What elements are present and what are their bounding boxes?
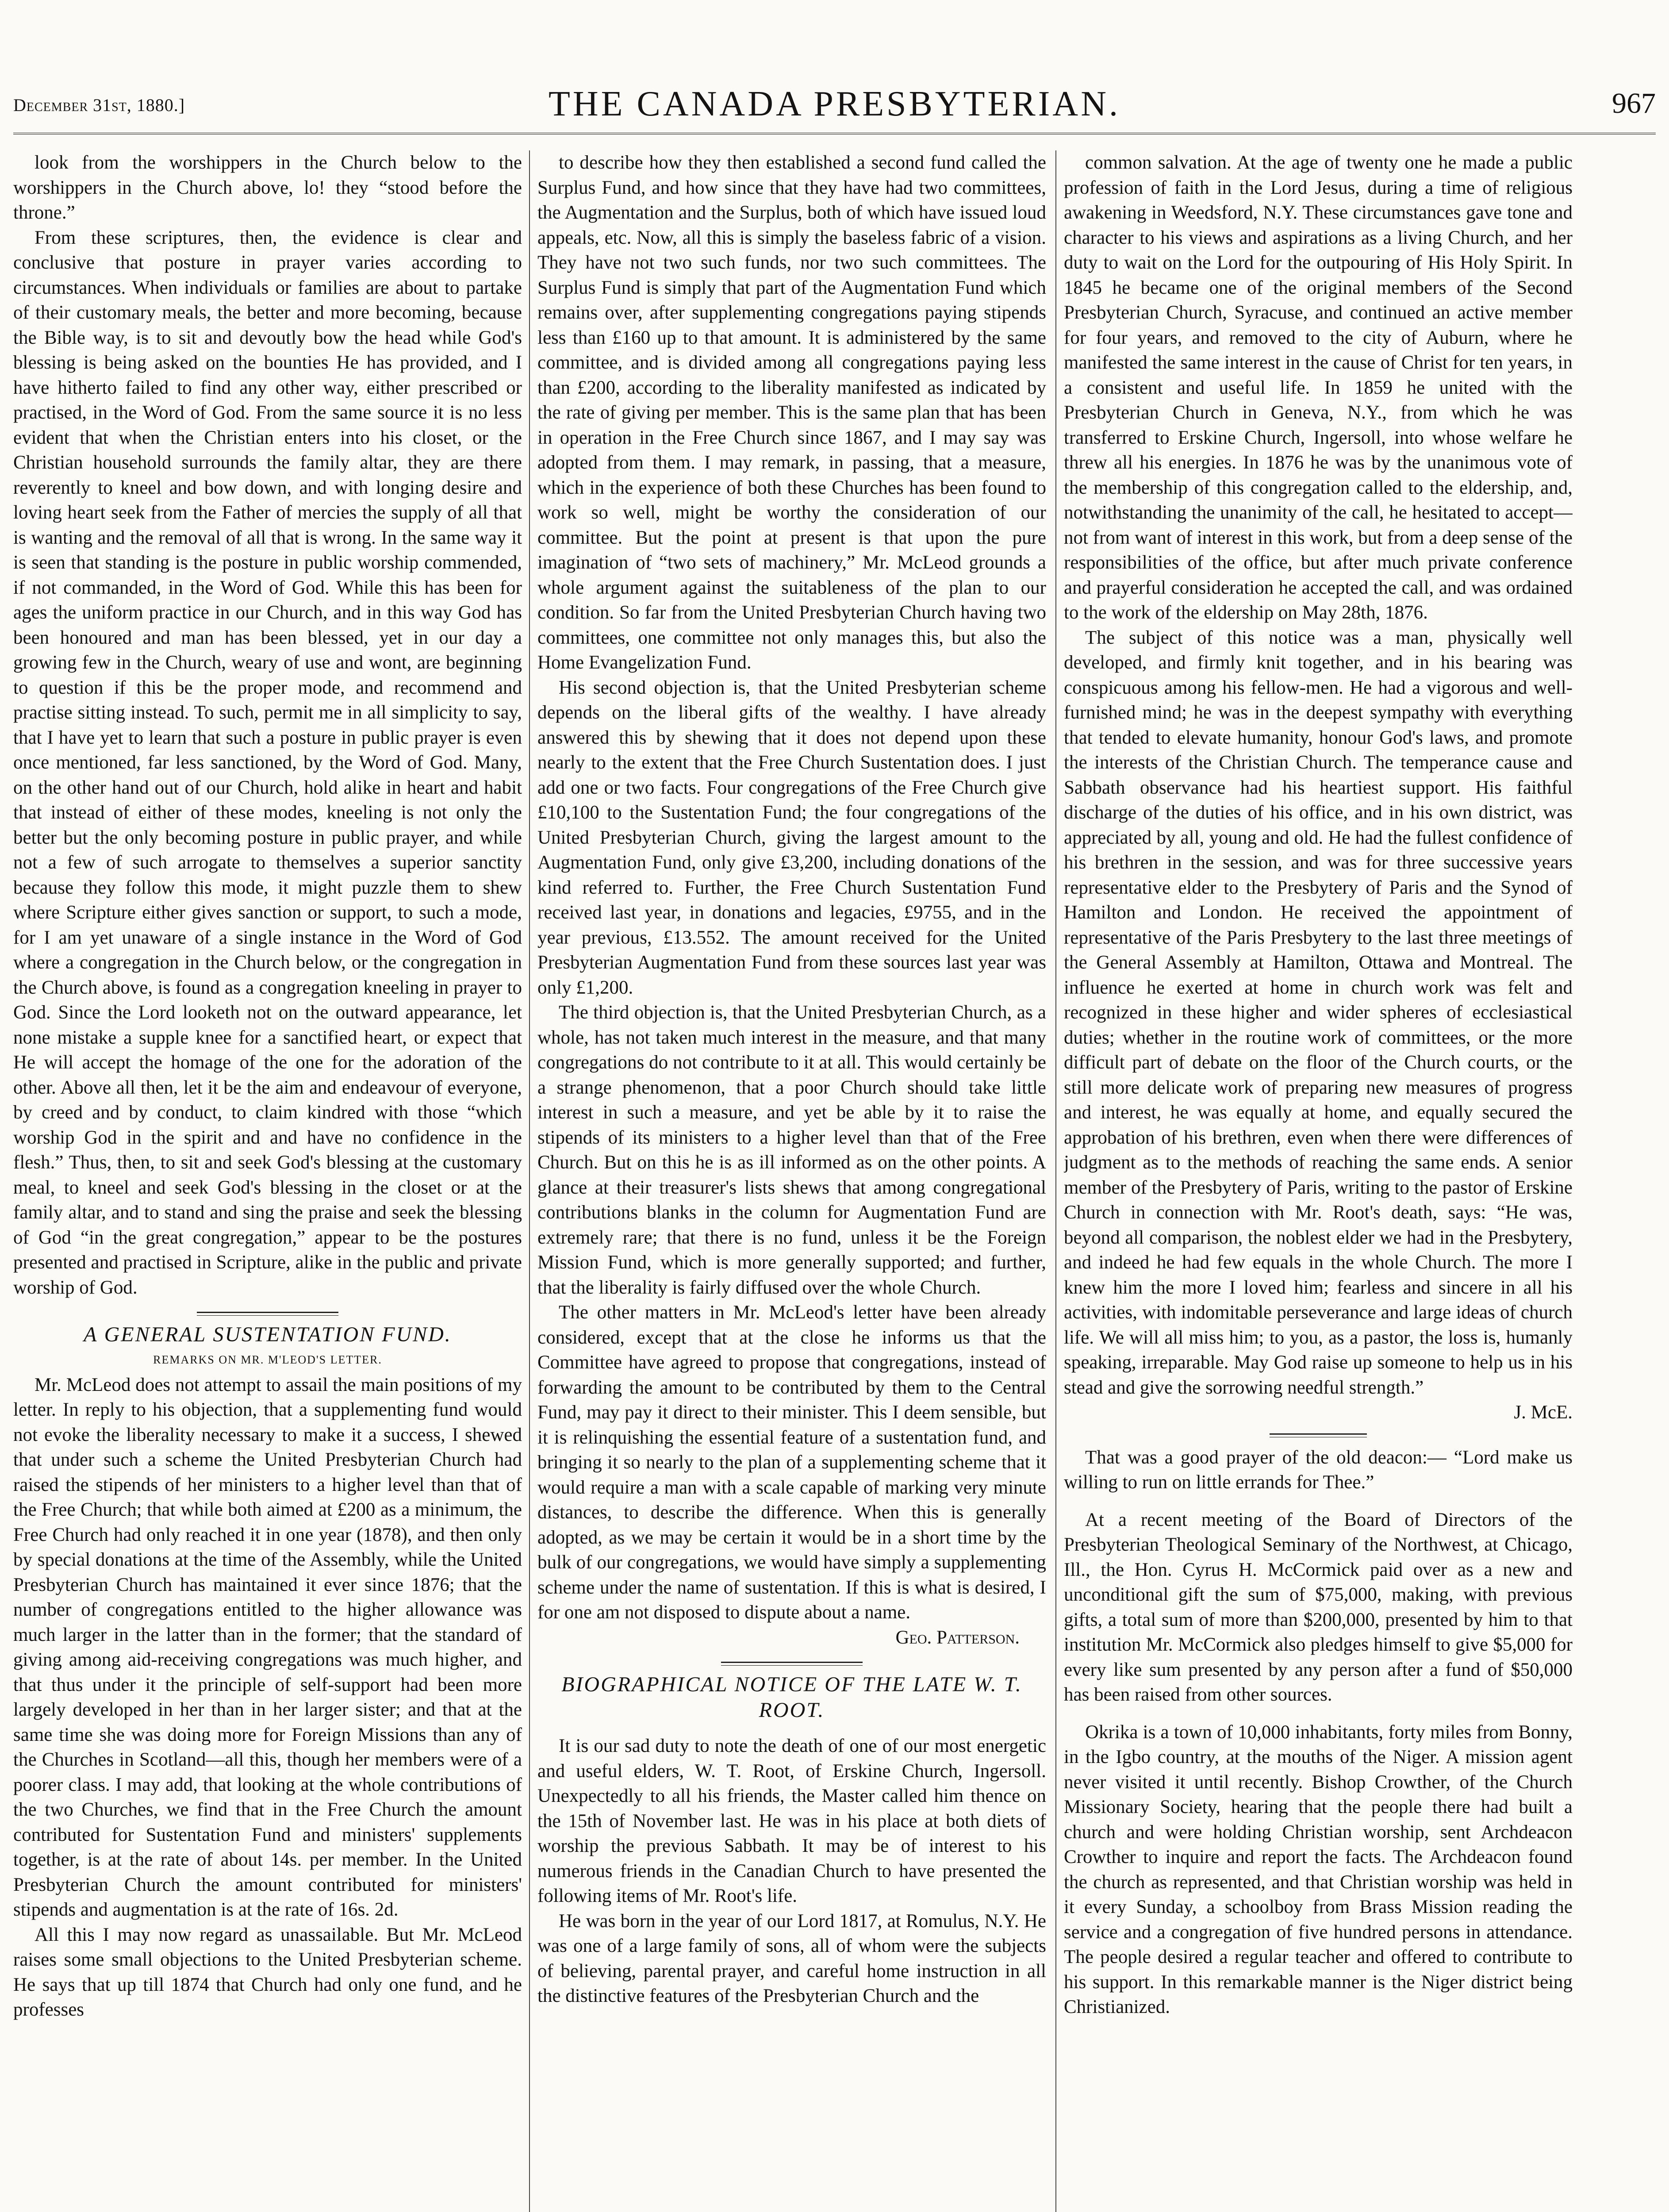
article-paragraph: look from the worshippers in the Church below to the worshippers in the Church above, lo! they “stood before the throne.” bbox=[13, 152, 522, 223]
article-paragraph: common salvation. At the age of twenty one he made a public profession of faith in the Lord Jesus, during a time of religious awakening in Weedsford, N.Y. These circumstances gave tone and character to his views and aspirations as a living Church, and her duty to wait on the Lord for the outpouring of His Holy Spirit. In 1845 he became one of the original members of the Second Presbyterian Church, Syracuse, and continued an active member for four years, and removed to the city of Auburn, where he manifested the same interest in the cause of Christ for ten years, in a consistent and useful life. In 1859 he united with the Presbyterian Church in Geneva, N.Y., from which he was transferred to Erskine Church, Ingersoll, into whose welfare he threw all his energies. In 1876 he was by the unanimous vote of the membership of this congregation called to the eldership, and, notwithstanding the unanimity of the call, he hesitated to accept—not from want of interest in this work, but from a deep sense of the responsibilities of the office, but after much private conference and prayerful consideration he accepted the call, and was ordained to the work of the eldership on May 28th, 1876. bbox=[1064, 152, 1573, 623]
article-paragraph: He was born in the year of our Lord 1817, at Romulus, N.Y. He was one of a large family of sons, all of whom were the subjects of believing, parental prayer, and careful home instruction in all the distinctive features of the Presbyterian Church and the bbox=[537, 1910, 1046, 2006]
newspaper-title: THE CANADA PRESBYTERIAN. bbox=[549, 84, 1120, 123]
article-subtitle: REMARKS ON MR. M'LEOD'S LETTER. bbox=[153, 1353, 382, 1366]
column-2 bbox=[537, 150, 1046, 2212]
article-title: BIOGRAPHICAL NOTICE OF THE LATE W. T. ROOT. bbox=[561, 1673, 1022, 1722]
article-paragraph: to describe how they then established a second fund called the Surplus Fund, and how since that they have had two committees, the Augmentation and the Surplus, both of which have issued loud appeals, etc. Now, all this is simply the baseless fabric of a vision. They have not two such funds, nor two such committees. The Surplus Fund is simply that part of the Augmentation Fund which remains over, after supplementing congregations paying stipends less than £160 up to that amount. It is administered by the same committee, and is divided among all congregations paying less than £200, according to the liberality manifested as indicated by the rate of giving per member. This is the same plan that has been in operation in the Free Church since 1867, and I may say was adopted from them. I may remark, in passing, that a measure, which in the experience of both these Churches has been found to work so well, might be worthy the consideration of our committee. But the point at present is that upon the pure imagination of “two sets of machinery,” Mr. McLeod grounds a whole argument against the suitableness of the plan to our condition. So far from the United Presbyterian Church having two committees, one committee not only manages this, but also the Home Evangelization Fund. bbox=[537, 152, 1046, 673]
section-divider bbox=[197, 1312, 338, 1316]
article-paragraph: His second objection is, that the United Presbyterian scheme depends on the liberal gifts of the wealthy. I have already answered this by shewing that it does not depend upon these nearly to the extent that the Free Church Sustentation does. I just add one or two facts. Four congregations of the Free Church give £10,100 to the Sustentation Fund; the four congregations of the United Presbyterian Church, giving the largest amount to the Augmentation Fund, only give £3,200, including donations of the kind referred to. Further, the Free Church Sustentation Fund received last year, in donations and legacies, £9755, and in the year previous, £13.552. The amount received for the United Presbyterian Augmentation Fund from these sources last year was only £1,200. bbox=[537, 677, 1046, 998]
article-paragraph: The other matters in Mr. McLeod's letter have been already considered, except that at the close he informs us that the Committee have agreed to propose that congregations, instead of forwarding the amount to be contributed by them to the Central Fund, may pay it direct to their minister. This I deem sensible, but it is relinquishing the essential feature of a sustentation fund, and bringing it so nearly to the plan of a supplementing scheme that it would require a man with a scale capable of marking very minute distances, to describe the difference. When this is generally adopted, as we may be certain it would be in a short time by the bulk of our congregations, we would have simply a supplementing scheme under the name of sustentation. If this is what is desired, I for one am not disposed to dispute about a name. bbox=[537, 1302, 1046, 1623]
page-number: 967 bbox=[1612, 87, 1656, 119]
article-paragraph: The third objection is, that the United Presbyterian Church, as a whole, has not taken much interest in the measure, and that many congregations do not contribute to it at all. This would certainly be a strange phenomenon, that a poor Church should take little interest in such a measure, and yet be able by it to raise the stipends of its ministers to a higher level than that of the Free Church. But on this he is as ill informed as on the other points. A glance at their treasurer's lists shews that among congregational contributions blanks in the column for Augmentation Fund are extremely rare; that there is no fund, unless it be the Foreign Mission Fund, which is more generally supported; and further, that the liberality is fairly diffused over the whole Church. bbox=[537, 1002, 1046, 1298]
author-signature: J. McE. bbox=[1514, 1402, 1573, 1423]
section-divider bbox=[1270, 1433, 1367, 1437]
column-rule bbox=[529, 150, 530, 2212]
article-paragraph: It is our sad duty to note the death of one of our most energetic and useful elders, W. T. Root, of Erskine Church, Ingersoll. Unexpectedly to all his friends, the Master called him thence on the 15th of November last. He was in his place at both diets of worship the previous Sabbath. It may be of interest to his numerous friends in the Canadian Church to have presented the following items of Mr. Root's life. bbox=[537, 1736, 1046, 1906]
column-1 bbox=[13, 150, 522, 2212]
article-title: A GENERAL SUSTENTATION FUND. bbox=[84, 1323, 452, 1346]
column-3 bbox=[1064, 150, 1573, 2212]
masthead bbox=[13, 66, 1656, 134]
section-divider bbox=[721, 1662, 863, 1666]
author-signature: Geo. Patterson. bbox=[895, 1627, 1020, 1648]
news-note: At a recent meeting of the Board of Directors of the Presbyterian Theological Seminary of the Northwest, at Chicago, Ill., the Hon. Cyrus H. McCormick paid over as a new and unconditional gift the sum of $75,000, making, with previous gifts, a total sum of more than $200,000, presented by him to that institution Mr. McCormick also pledges himself to give $5,000 for every like sum presented by any person after a fund of $50,000 has been raised from other sources. bbox=[1064, 1509, 1573, 1705]
article-paragraph: All this I may now regard as unassailable. But Mr. McLeod raises some small objections to the United Presbyterian scheme. He says that up till 1874 that Church had only one fund, and he professes bbox=[13, 1924, 522, 2020]
article-paragraph: Mr. McLeod does not attempt to assail the main positions of my letter. In reply to his objection, that a supplementing fund would not evoke the liberality necessary to make it a success, I shewed that under such a scheme the United Presbyterian Church had raised the stipends of her ministers to a higher level than that of the Free Church; that while both aimed at £200 as a minimum, the Free Church had only reached it in one year (1878), and then only by special donations at the time of the Assembly, while the United Presbyterian Church has maintained it ever since 1876; that the number of congregations entitled to the higher allowance was much larger in the latter than in the former; that the standard of giving among aid-receiving congregations was much higher, and that thus under it the principle of self-support had been more largely developed in her than in her larger sister; and that at the same time she was doing more for Foreign Missions than any of the Churches in Scotland—all this, though her members were of a poorer class. I may add, that looking at the whole contributions of the two Churches, we find that in the Free Church the amount contributed for Sustentation Fund and ministers' supplements together, is at the rate of about 14s. per member. In the United Presbyterian Church the amount contributed for ministers' stipends and augmentation is at the rate of 16s. 2d. bbox=[13, 1374, 522, 1920]
column-rule bbox=[1055, 150, 1056, 2212]
issue-date: December 31st, 1880.] bbox=[13, 95, 185, 115]
news-note: Okrika is a town of 10,000 inhabitants, forty miles from Bonny, in the Igbo country, at the mouths of the Niger. A mission agent never visited it until recently. Bishop Crowther, of the Church Missionary Society, hearing that the people there had built a church and were holding Christian worship, sent Archdeacon Crowther to inquire and report the facts. The Archdeacon found the church as represented, and that Christian worship was held in it every Sunday, a schoolboy from Brass Mission reading the service and a congregation of five hundred persons in attendance. The people desired a regular teacher and offered to contribute to his support. In this remarkable manner is the Niger district being Christianized. bbox=[1064, 1721, 1573, 2017]
article-paragraph: The subject of this notice was a man, physically well developed, and firmly knit together, and in his bearing was conspicuous among his fellow-men. He had a vigorous and well-furnished mind; he was in the deepest sympathy with everything that tended to elevate humanity, honour God's laws, and promote the interests of the Christian Church. The temperance cause and Sabbath observance had his heartiest support. His faithful discharge of the duties of his office, and in his own district, was appreciated by all, young and old. He had the fullest confidence of his brethren in the session, and was for three successive years representative elder to the Presbytery of Paris and the Synod of Hamilton and London. He received the appointment of representative of the Paris Presbytery to the last three meetings of the General Assembly at Hamilton, Ottawa and Montreal. The influence he exerted at home in church work was felt and recognized in these higher and wider spheres of ecclesiastical duties; whether in the routine work of committees, or the more difficult part of debate on the floor of the Church courts, or the still more delicate work of preparing new measures of progress and interest, he was equally at home, and equally secured the approbation of his brethren, even when there were differences of judgment as to the methods of reaching the same ends. A senior member of the Presbytery of Paris, writing to the pastor of Erskine Church in connection with Mr. Root's death, says: “He was, beyond all comparison, the noblest elder we had in the Presbytery, and indeed he had few equals in the whole Church. The more I knew him the more I loved him; fearless and sincere in all his activities, with indomitable perseverance and large ideas of church life. We will all miss him; to you, as a pastor, the loss is, humanly speaking, irreparable. May God raise up someone to help us in his stead and give the sorrowing needful strength.” bbox=[1064, 627, 1573, 1398]
news-note: That was a good prayer of the old deacon:— “Lord make us willing to run on little errands for Thee.” bbox=[1064, 1447, 1573, 1493]
article-paragraph: From these scriptures, then, the evidence is clear and conclusive that posture in prayer varies according to circumstances. When individuals or families are about to partake of their customary meals, the better and more becoming, because the Bible way, is to sit and devoutly bow the head while God's blessing is being asked on the bounties He has provided, and I have hitherto failed to find any other way, either prescribed or practised, in the Word of God. From the same source it is no less evident that when the Christian enters into his closet, or the Christian household surrounds the family altar, they are there reverently to kneel and bow down, and with longing desire and loving heart seek from the Father of mercies the supply of all that is wanting and the removal of all that is wrong. In the same way it is seen that standing is the posture in public worship commended, if not commanded, in the Word of God. While this has been for ages the uniform practice in our Church, and in this way God has been honoured and man has been blessed, yet in our day a growing few in the Church, weary of use and wont, are beginning to question if this be the proper mode, and recommend and practise sitting instead. To such, permit me in all simplicity to say, that I have yet to learn that such a posture in public prayer is even once mentioned, far less sanctioned, by the Word of God. Many, on the other hand out of our Church, hold alike in heart and habit that instead of either of these modes, kneeling is not only the better but the only becoming posture in public prayer, and while not a few of such arrogate to themselves a superior sanctity because they follow this mode, it might puzzle them to shew where Scripture either gives sanction or support, to such a mode, for I am yet unaware of a single instance in the Word of God where a congregation in the Church below, or the congregation in the Church above, is found as a congregation kneeling in prayer to God. Since the Lord looketh not on the outward appearance, let none mistake a supple knee for a sanctified heart, or expect that He will accept the homage of the one for the adoration of the other. Above all then, let it be the aim and endeavour of everyone, by creed and by conduct, to claim kindred with those “which worship God in the spirit and and have no confidence in the flesh.” Thus, then, to sit and seek God's blessing at the customary meal, to kneel and seek God's blessing in the closet or at the family altar, and to stand and sing the praise and seek the blessing of God “in the great congregation,” appear to be the postures presented and practised in Scripture, alike in the public and private worship of God. bbox=[13, 227, 522, 1298]
